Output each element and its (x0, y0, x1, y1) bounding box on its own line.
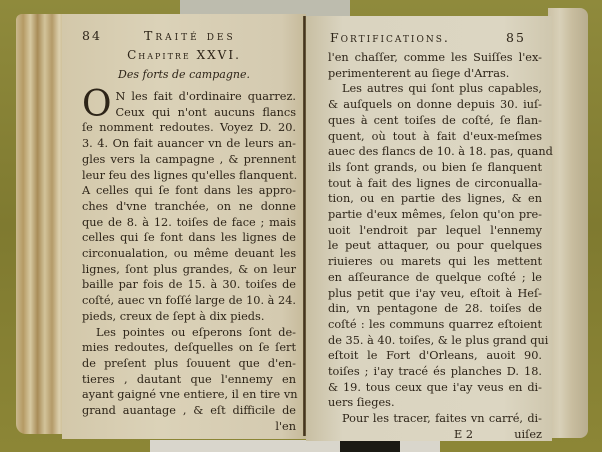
text-line: plus petit que i'ay veu, eſtoit à Heſ- (328, 286, 542, 300)
signature-mark: E 2 (454, 427, 474, 441)
text-line: le peut attaquer, ou pour quelques (328, 239, 542, 253)
text-line: uoit l'endroit par lequel l'ennemy (328, 223, 542, 237)
chapter-heading: Chapitre XXVI. (127, 48, 241, 62)
right-page (306, 16, 552, 441)
text-line: tion, ou en partie des lignes, & en (328, 192, 542, 206)
running-title: Traité des (144, 28, 236, 43)
left-page (62, 14, 306, 439)
text-line: auec des flancs de 10. à 18. pas, quand (328, 145, 553, 159)
text-line: pieds, creux de ſept à dix pieds. (82, 309, 265, 323)
text-line: de preſent plus ſouuent que d'en- (82, 356, 296, 370)
right-page-body (328, 50, 553, 443)
text-line: gles vers la campagne , & prennent (82, 152, 296, 166)
text-line: toiſes ; i'ay tracé és planches D. 18. (328, 365, 542, 379)
text-line: quent, où tout à fait d'eux-meſmes (328, 129, 542, 143)
text-line: leur feu des lignes qu'elles flanquent. (82, 168, 298, 182)
text-line: ques à cent toiſes de coſté, ſe flan- (328, 113, 542, 127)
text-line: de 35. à 40. toiſes, & le plus grand qui (328, 333, 549, 347)
text-line: Les pointes ou eſperons ſont de- (96, 325, 296, 339)
text-line: que de 8. à 12. toiſes de face ; mais (82, 215, 296, 229)
text-line: lignes, ſont plus grandes, & on leur (82, 262, 296, 276)
drop-cap: O (82, 84, 112, 125)
text-line: baille par fois de 15. à 30. toiſes de (82, 278, 296, 292)
text-line: perimenterent au ſiege d'Arras. (328, 66, 510, 80)
running-title: Fortifications. (330, 30, 450, 45)
text-line: tieres , dautant que l'ennemy en (82, 372, 296, 386)
text-line: uers ſieges. (328, 396, 395, 410)
text-line: N les fait d'ordinaire quarrez. (115, 90, 296, 103)
catchword: uiſez (514, 427, 542, 441)
book-page-block-left (16, 14, 64, 434)
text-line: ches d'vne tranchée, on ne donne (82, 199, 296, 213)
text-line: Les autres qui ſont plus capables, (342, 82, 542, 96)
signature-line (328, 427, 542, 443)
text-line: Ceux qui n'ont aucuns flancs (115, 105, 296, 119)
left-page-body (82, 84, 298, 434)
text-line: Pour les tracer, faites vn carré, di- (342, 412, 542, 426)
text-line: & 19. tous ceux que i'ay veus en di- (328, 380, 542, 394)
text-line: coſté, auec vn foſſé large de 10. à 24. (82, 294, 296, 308)
text-line: mies redoutes, deſquelles on ſe ſert (82, 341, 296, 355)
page-number: 84 (82, 28, 102, 43)
text-line: & auſquels on donne depuis 30. iuſ- (328, 98, 542, 112)
text-line: ayant gaigné vne entiere, il en tire vn (82, 388, 298, 402)
text-line: celles qui ſe font dans les lignes de (82, 231, 296, 245)
text-line: riuieres ou marets qui les mettent (328, 255, 542, 269)
text-line: partie d'eux mêmes, ſelon qu'on pre- (328, 208, 542, 222)
text-line: eſtoit le Fort d'Orleans, auoit 90. (328, 349, 542, 363)
drop-cap-lines (116, 89, 296, 120)
book-page-block-right (548, 8, 588, 438)
text-line: coſté : les communs quarrez eſtoient (328, 317, 542, 331)
text-line: circonualation, ou même deuant les (82, 247, 296, 261)
text-line: ils ſont grands, ou bien ſe flanquent (328, 160, 542, 174)
text-line: tout à fait des lignes de circonualla- (328, 176, 542, 190)
text-line: grand auantage , & eſt difficile de (82, 404, 296, 418)
text-line: din, vn pentagone de 28. toiſes de (328, 302, 542, 316)
catchword: l'en (275, 419, 296, 433)
text-line: l'en chaſſer, comme les Suiſſes l'ex- (328, 51, 542, 64)
text-line: en aſſeurance de quelque coſté ; le (328, 270, 542, 284)
chapter-subtitle: Des forts de campagne. (118, 68, 250, 81)
text-line: ſe nomment redoutes. Voyez D. 20. (82, 121, 296, 135)
text-line: A celles qui ſe font dans les appro- (82, 184, 296, 198)
page-number: 85 (506, 30, 526, 45)
text-line: 3. 4. On fait auancer vn de leurs an- (82, 137, 296, 151)
